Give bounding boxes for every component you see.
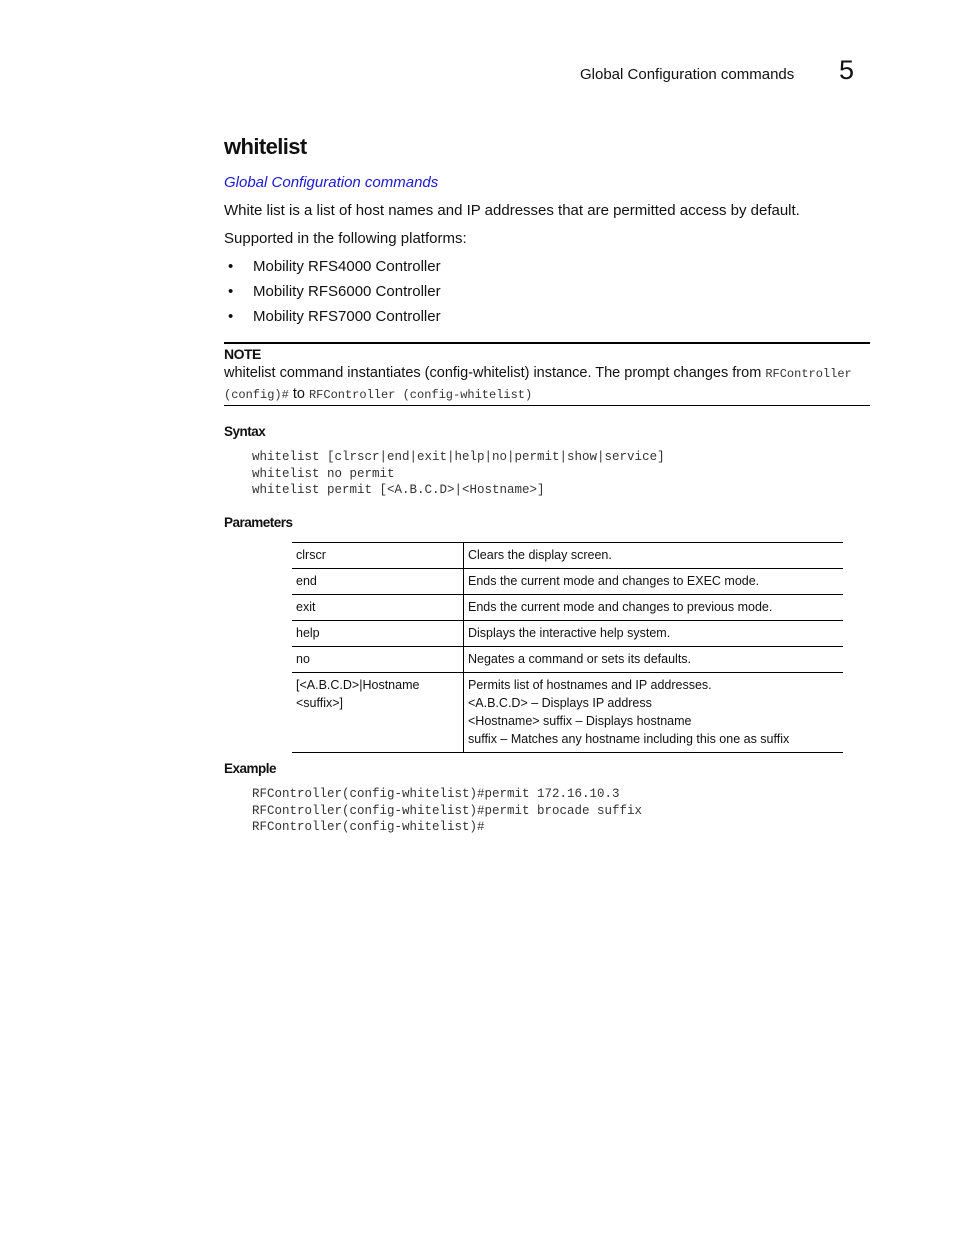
note-bottom-rule (224, 405, 870, 406)
param-desc-line: suffix – Matches any hostname including this one as suffix (468, 732, 790, 746)
param-desc-line: <A.B.C.D> – Displays IP address (468, 696, 652, 710)
param-desc: Ends the current mode and changes to EXEC mode. (464, 569, 844, 595)
chapter-title: Global Configuration commands (580, 66, 795, 83)
code-line: RFController(config-whitelist)# (252, 820, 485, 834)
code-line: RFController(config-whitelist)#permit 172.16.10.3 (252, 787, 620, 801)
param-name: clrscr (292, 543, 464, 569)
param-name: end (292, 569, 464, 595)
table-row (292, 543, 843, 569)
example-heading: Example (224, 761, 277, 776)
param-desc-line: Permits list of hostnames and IP addresses. (468, 678, 712, 692)
note-code: RFController (765, 367, 852, 381)
note-text: whitelist command instantiates (config-whitelist) instance. The prompt changes from (224, 365, 766, 381)
syntax-heading: Syntax (224, 424, 266, 439)
param-desc: Ends the current mode and changes to previous mode. (464, 595, 844, 621)
platform-list (224, 258, 441, 333)
page-title: whitelist (224, 134, 307, 159)
param-name: exit (292, 595, 464, 621)
list-item (224, 308, 441, 333)
list-item (224, 258, 441, 283)
code-line: whitelist no permit (252, 466, 395, 481)
platforms-intro: Supported in the following platforms: (224, 230, 467, 247)
list-item-label: Mobility RFS6000 Controller (253, 283, 441, 300)
code-line: whitelist permit [<A.B.C.D>|<Hostname>] (252, 483, 545, 497)
list-item-label: Mobility RFS4000 Controller (253, 258, 441, 275)
note-top-rule (224, 342, 870, 344)
bullet-icon: • (228, 308, 234, 325)
param-desc: Displays the interactive help system. (464, 621, 844, 647)
note-code: (config)# (224, 388, 289, 402)
list-item (224, 283, 441, 308)
param-name: [<A.B.C.D>|Hostname <suffix>] (292, 673, 464, 753)
note-body (224, 363, 870, 405)
param-name: no (292, 647, 464, 673)
example-code-block (252, 786, 642, 836)
code-line: whitelist [clrscr|end|exit|help|no|permit|show|service] (252, 450, 665, 464)
bullet-icon: • (228, 283, 234, 300)
table-row (292, 647, 843, 673)
note-label: NOTE (224, 346, 261, 362)
param-name: help (292, 621, 464, 647)
list-item-label: Mobility RFS7000 Controller (253, 308, 441, 325)
intro-text: White list is a list of host names and IP addresses that are permitted access by default. (224, 202, 800, 219)
table-row (292, 595, 843, 621)
table-row (292, 673, 843, 753)
param-desc-line: <Hostname> suffix – Displays hostname (468, 714, 692, 728)
param-desc (464, 673, 844, 753)
note-text: to (288, 386, 309, 402)
code-line: RFController(config-whitelist)#permit brocade suffix (252, 803, 643, 818)
chapter-number: 5 (839, 55, 855, 85)
param-desc: Clears the display screen. (464, 543, 844, 569)
parameters-table (292, 542, 843, 753)
parameters-heading: Parameters (224, 515, 293, 530)
breadcrumb-link[interactable]: Global Configuration commands (224, 174, 439, 191)
table-row (292, 569, 843, 595)
note-code: RFController (config-whitelist) (308, 388, 533, 402)
table-row (292, 621, 843, 647)
param-desc: Negates a command or sets its defaults. (464, 647, 844, 673)
bullet-icon: • (228, 258, 234, 275)
syntax-code-block (252, 449, 665, 499)
